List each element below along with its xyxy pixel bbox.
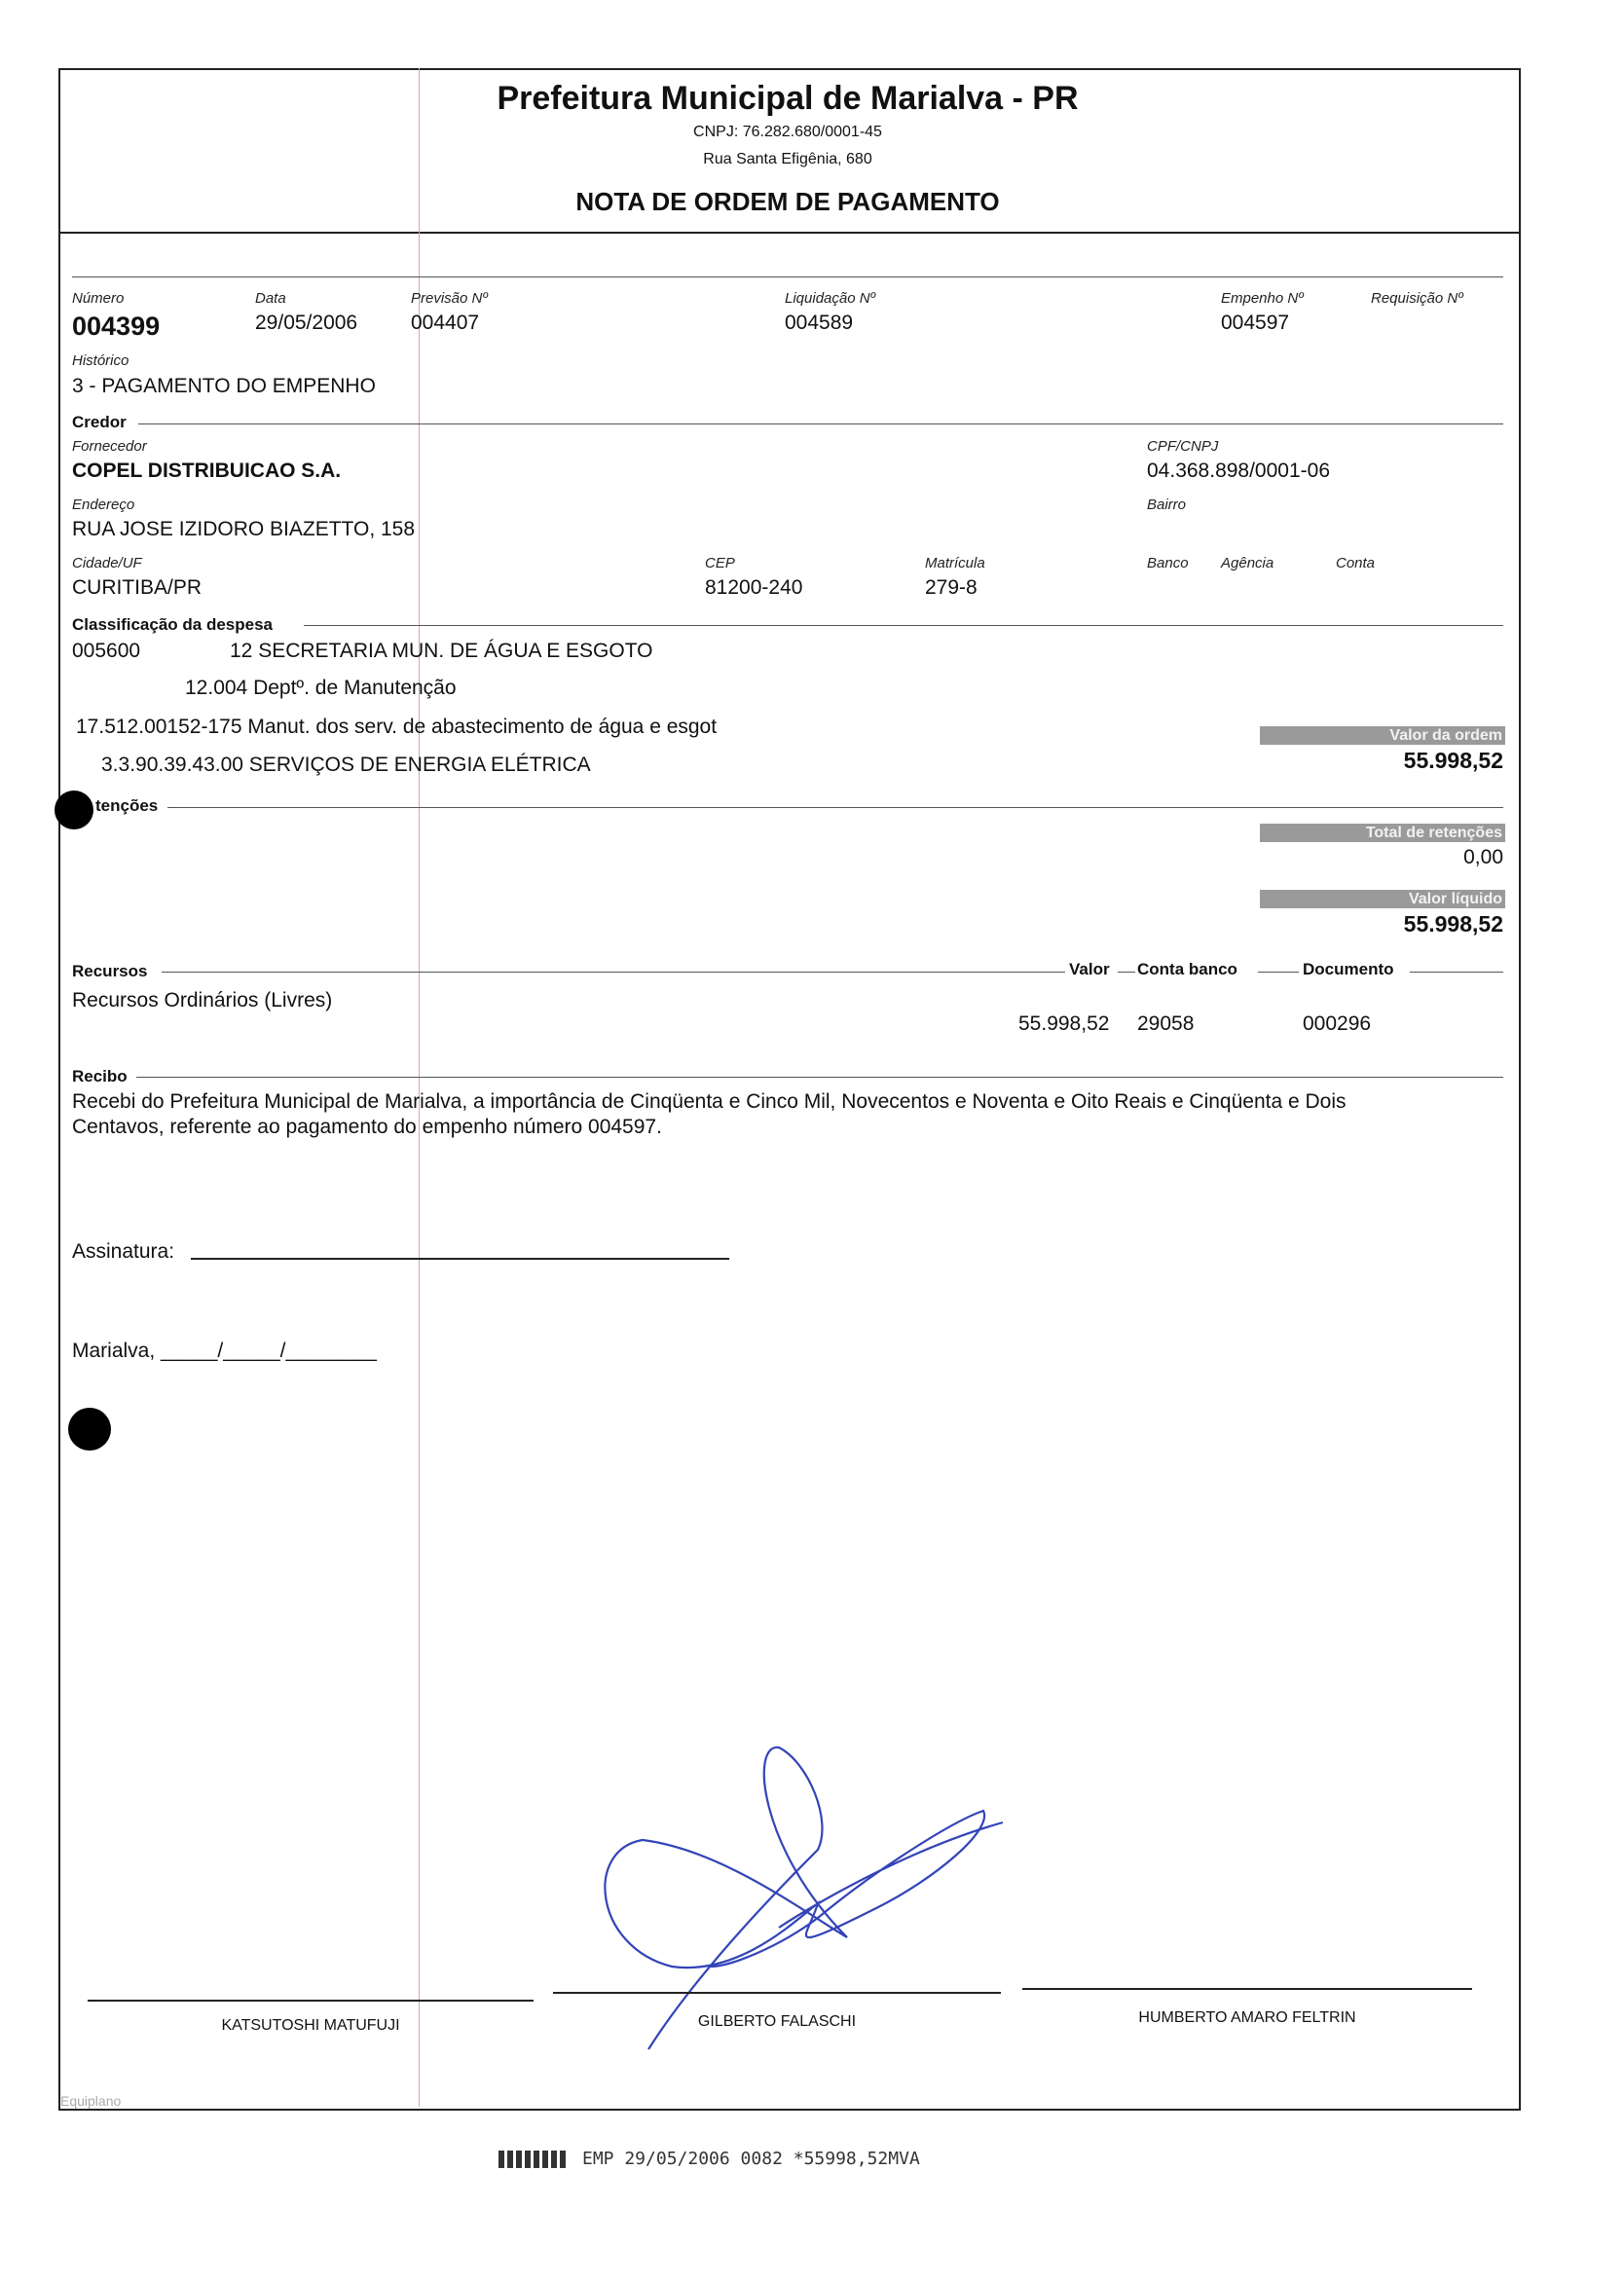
page-title: Prefeitura Municipal de Marialva - PR bbox=[497, 80, 1079, 117]
cep-value: 81200-240 bbox=[705, 576, 803, 599]
total-retencoes-value: 0,00 bbox=[1463, 846, 1503, 868]
total-retencoes-bar: Total de retenções bbox=[1260, 824, 1505, 842]
numero-label: Número bbox=[72, 290, 125, 307]
punch-hole-mark bbox=[55, 791, 93, 829]
endereco-value: RUA JOSE IZIDORO BIAZETTO, 158 bbox=[72, 518, 416, 540]
bank-stamp-glyphs bbox=[498, 2151, 567, 2168]
equiplano-brand: Equiplano bbox=[60, 2093, 122, 2109]
classificacao-line1: 12 SECRETARIA MUN. DE ÁGUA E ESGOTO bbox=[230, 640, 653, 662]
bank-stamp: EMP 29/05/2006 0082 *55998,52MVA bbox=[582, 2149, 920, 2169]
local-date-field: Marialva, _____/_____/________ bbox=[72, 1340, 377, 1362]
recursos-valor-label: Valor bbox=[1069, 960, 1110, 978]
banco-label: Banco bbox=[1147, 555, 1189, 571]
classificacao-line4: 3.3.90.39.43.00 SERVIÇOS DE ENERGIA ELÉTRICA bbox=[101, 754, 591, 776]
liquidacao-label: Liquidação Nº bbox=[785, 290, 876, 307]
valor-ordem-value: 55.998,52 bbox=[1403, 748, 1503, 773]
valor-ordem-bar: Valor da ordem bbox=[1260, 726, 1505, 745]
punch-hole-mark-2 bbox=[68, 1408, 111, 1451]
conta-label: Conta bbox=[1336, 555, 1376, 571]
fornecedor-label: Fornecedor bbox=[72, 438, 147, 455]
empenho-value: 004597 bbox=[1221, 312, 1290, 334]
previsao-value: 004407 bbox=[411, 312, 480, 334]
signature-line-1 bbox=[88, 2000, 534, 2002]
signatory-1: KATSUTOSHI MATUFUJI bbox=[221, 2017, 400, 2034]
signatory-2: GILBERTO FALASCHI bbox=[697, 2013, 857, 2030]
recibo-section-title: Recibo bbox=[72, 1067, 128, 1085]
classificacao-rule bbox=[304, 625, 1503, 626]
classificacao-line2: 12.004 Deptº. de Manutenção bbox=[185, 677, 457, 699]
header-divider bbox=[58, 232, 1519, 234]
assinatura-label: Assinatura: bbox=[72, 1240, 175, 1263]
historico-label: Histórico bbox=[72, 352, 129, 369]
recibo-text-line1: Recebi do Prefeitura Municipal de Marialva, a importância de Cinqüenta e Cinco Mil, Novecentos e Noventa e Oito Reais e Cinqüenta e Dois bbox=[72, 1090, 1347, 1113]
recursos-fonte: Recursos Ordinários (Livres) bbox=[72, 989, 333, 1012]
recibo-text-line2: Centavos, referente ao pagamento do empenho número 004597. bbox=[72, 1116, 662, 1138]
recursos-conta: 29058 bbox=[1137, 1012, 1195, 1035]
classificacao-section-title: Classificação da despesa bbox=[72, 615, 274, 634]
agencia-label: Agência bbox=[1221, 555, 1274, 571]
handwritten-signature bbox=[584, 1733, 1013, 2083]
endereco-label: Endereço bbox=[72, 497, 135, 513]
recursos-conta-label: Conta banco bbox=[1137, 960, 1237, 978]
bairro-label: Bairro bbox=[1147, 497, 1187, 513]
scan-artifact-line bbox=[419, 68, 420, 2107]
classificacao-code: 005600 bbox=[72, 640, 141, 662]
header-address: Rua Santa Efigênia, 680 bbox=[703, 151, 872, 167]
matricula-label: Matrícula bbox=[925, 555, 985, 571]
requisicao-label: Requisição Nº bbox=[1371, 290, 1463, 307]
previsao-label: Previsão Nº bbox=[411, 290, 488, 307]
recursos-rule-1 bbox=[162, 972, 1065, 973]
historico-value: 3 - PAGAMENTO DO EMPENHO bbox=[72, 375, 376, 397]
cidade-value: CURITIBA/PR bbox=[72, 576, 203, 599]
valor-liquido-value: 55.998,52 bbox=[1403, 911, 1503, 937]
valor-liquido-bar: Valor líquido bbox=[1260, 890, 1505, 908]
cep-label: CEP bbox=[705, 555, 735, 571]
empenho-label: Empenho Nº bbox=[1221, 290, 1304, 307]
classificacao-line3: 17.512.00152-175 Manut. dos serv. de abastecimento de água e esgot bbox=[76, 716, 718, 738]
recursos-section-title: Recursos bbox=[72, 962, 148, 980]
liquidacao-value: 004589 bbox=[785, 312, 854, 334]
recursos-rule-3 bbox=[1258, 972, 1299, 973]
numero-value: 004399 bbox=[72, 312, 161, 341]
credor-rule bbox=[138, 423, 1503, 424]
signature-line-2 bbox=[553, 1992, 1001, 1994]
ids-top-rule bbox=[72, 276, 1503, 277]
cpf-cnpj-value: 04.368.898/0001-06 bbox=[1147, 460, 1331, 482]
retencoes-section-title: tenções bbox=[95, 796, 159, 815]
data-value: 29/05/2006 bbox=[255, 312, 358, 334]
header-cnpj: CNPJ: 76.282.680/0001-45 bbox=[693, 124, 882, 140]
signature-line-3 bbox=[1022, 1988, 1472, 1990]
signatory-3: HUMBERTO AMARO FELTRIN bbox=[1138, 2009, 1356, 2026]
credor-section-title: Credor bbox=[72, 413, 127, 431]
recursos-rule-2 bbox=[1118, 972, 1135, 973]
fornecedor-value: COPEL DISTRIBUICAO S.A. bbox=[72, 460, 342, 482]
recibo-rule bbox=[136, 1077, 1503, 1078]
recursos-documento: 000296 bbox=[1303, 1012, 1372, 1035]
cpf-cnpj-label: CPF/CNPJ bbox=[1147, 438, 1219, 455]
matricula-value: 279-8 bbox=[925, 576, 978, 599]
recursos-rule-4 bbox=[1410, 972, 1503, 973]
data-label: Data bbox=[255, 290, 286, 307]
recursos-valor: 55.998,52 bbox=[1018, 1012, 1110, 1035]
retencoes-rule bbox=[167, 807, 1503, 808]
recursos-documento-label: Documento bbox=[1303, 960, 1394, 978]
document-type-title: NOTA DE ORDEM DE PAGAMENTO bbox=[575, 187, 1000, 216]
cidade-label: Cidade/UF bbox=[72, 555, 142, 571]
assinatura-line bbox=[191, 1258, 729, 1260]
